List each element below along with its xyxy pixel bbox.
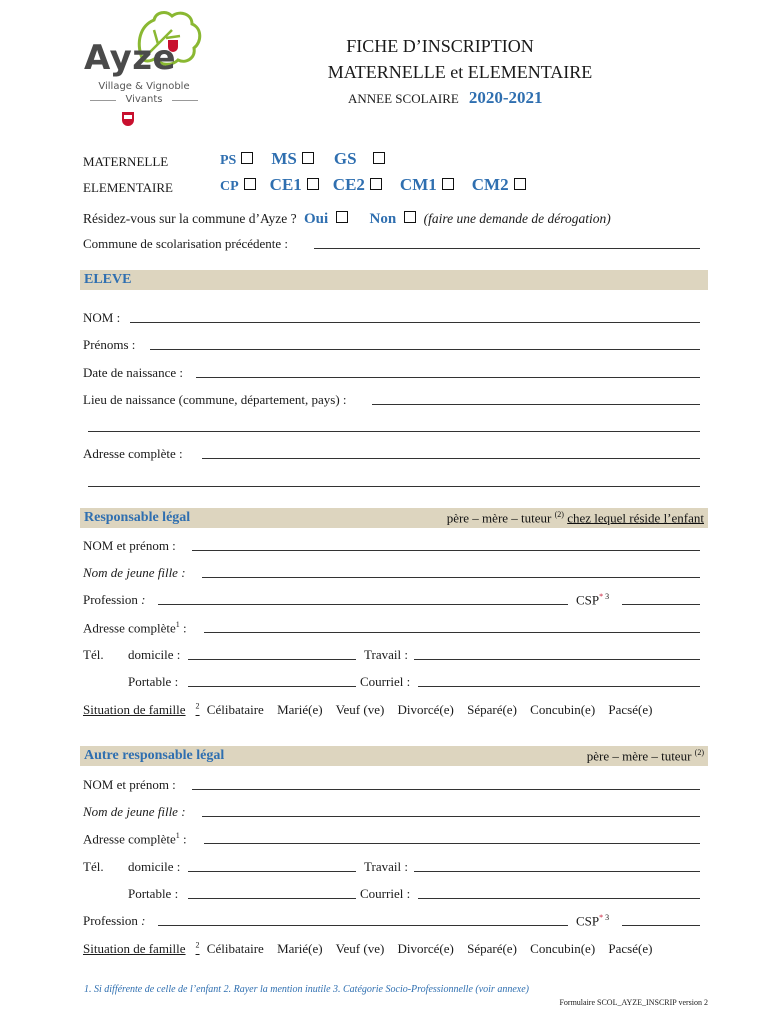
checkbox-ps[interactable] — [241, 152, 253, 164]
elementaire-options — [220, 175, 526, 195]
resp1-courriel-field[interactable] — [418, 686, 700, 687]
option-cm2: CM2 — [471, 175, 509, 194]
resp1-csp-label — [576, 592, 609, 608]
resp1-status-veuf[interactable]: Veuf (ve) — [335, 702, 385, 718]
eleve-nom-label: NOM : — [83, 310, 121, 325]
checkbox-oui[interactable] — [336, 211, 348, 223]
tagline-divider-left — [90, 100, 116, 101]
resp1-csp-star: * — [599, 592, 604, 601]
eleve-prenoms-label: Prénoms : — [83, 337, 136, 352]
resp2-status-celibataire[interactable]: Célibataire — [206, 941, 264, 957]
resp1-adresse-label: Adresse complète — [83, 620, 176, 636]
resp2-title: Autre responsable légal — [84, 748, 225, 763]
resp2-portable-field[interactable] — [188, 898, 356, 899]
resp1-status-divorce[interactable]: Divorcé(e) — [397, 702, 454, 718]
resp1-lives-with: chez lequel réside l’enfant — [567, 510, 704, 526]
resp1-domicile-field[interactable] — [188, 659, 356, 660]
residence-question-row — [83, 211, 611, 228]
footnotes: 1. Si différente de celle de l’enfant 2. Rayer la mention inutile 3. Catégorie Socio-Professionnelle (voir annexe) — [84, 984, 529, 995]
resp1-csp-field[interactable] — [622, 604, 700, 605]
resp1-csp-text: CSP — [576, 592, 600, 608]
resp1-title: Responsable légal — [84, 510, 191, 525]
resp2-situation-label: Situation de famille — [83, 941, 186, 957]
eleve-date-field[interactable] — [196, 377, 700, 378]
eleve-lieu-label: Lieu de naissance (commune, département, pays) : — [83, 392, 347, 407]
resp1-adresse-row: Adresse complète$^1$ : — [83, 620, 187, 636]
resp1-situation-row — [83, 702, 662, 718]
resp2-profession-row — [83, 913, 145, 929]
logo — [84, 8, 204, 128]
resp1-section-header — [80, 508, 708, 528]
resp2-adresse-row: Adresse complète$^1$ : — [83, 831, 187, 847]
checkbox-gs[interactable] — [373, 152, 385, 164]
resp2-relation — [587, 748, 704, 764]
resp2-csp-field[interactable] — [622, 925, 700, 926]
resp1-situation-label: Situation de famille — [83, 702, 186, 718]
resp2-profession-label: Profession — [83, 913, 138, 928]
resp1-status-marie[interactable]: Marié(e) — [277, 702, 323, 718]
resp2-courriel-field[interactable] — [418, 898, 700, 899]
eleve-adresse-field[interactable] — [202, 458, 700, 459]
eleve-section-header — [80, 270, 708, 290]
eleve-adresse-field-2[interactable] — [88, 486, 700, 487]
resp1-csp-sup: 3 — [605, 592, 610, 601]
resp2-profession-field[interactable] — [158, 925, 568, 926]
option-ce2: CE2 — [332, 175, 365, 194]
resp1-status-pacse[interactable]: Pacsé(e) — [608, 702, 653, 718]
logo-name: Ayze — [84, 38, 177, 78]
resp1-travail-label: Travail : — [364, 647, 408, 662]
resp2-nom-label: NOM et prénom : — [83, 777, 176, 792]
resp1-status-separe[interactable]: Séparé(e) — [467, 702, 517, 718]
option-ps: PS — [220, 153, 237, 168]
resp2-adresse-label: Adresse complète — [83, 831, 176, 847]
resp2-domicile-label: domicile : — [128, 859, 181, 874]
resp2-travail-label: Travail : — [364, 859, 408, 874]
resp2-nom-field[interactable] — [192, 789, 700, 790]
form-title-1: FICHE D’INSCRIPTION — [346, 36, 534, 56]
resp2-profession-colon: : — [141, 913, 146, 928]
school-year-value: 2020-2021 — [468, 88, 543, 107]
checkbox-ms[interactable] — [302, 152, 314, 164]
resp2-csp-sup: 3 — [605, 913, 610, 922]
checkbox-cp[interactable] — [244, 178, 256, 190]
resp1-status-celibataire[interactable]: Célibataire — [206, 702, 264, 718]
small-crest-icon — [122, 112, 134, 126]
option-cp: CP — [220, 179, 239, 194]
resp2-travail-field[interactable] — [414, 871, 700, 872]
derogation-note: (faire une demande de dérogation) — [423, 211, 611, 226]
resp2-domicile-field[interactable] — [188, 871, 356, 872]
answer-non: Non — [369, 211, 397, 227]
logo-tagline-1: Village & Vignoble — [98, 81, 190, 92]
resp1-courriel-label: Courriel : — [360, 674, 411, 689]
maternelle-label: MATERNELLE — [83, 154, 169, 169]
school-year — [348, 88, 543, 108]
resp1-situation-sup: 2 — [195, 702, 200, 711]
resp1-tel-label: Tél. — [83, 647, 104, 662]
resp2-status-divorce[interactable]: Divorcé(e) — [397, 941, 454, 957]
resp2-situation-sup: 2 — [195, 941, 200, 950]
residence-question: Résidez-vous sur la commune d’Ayze ? — [83, 211, 297, 226]
resp2-csp-star: * — [599, 913, 604, 922]
form-version: Formulaire SCOL_AYZE_INSCRIP version 2 — [559, 998, 708, 1007]
resp1-jeune-field[interactable] — [202, 577, 700, 578]
resp1-profession-field[interactable] — [158, 604, 568, 605]
form-title-2: MATERNELLE et ELEMENTAIRE — [327, 62, 593, 82]
resp1-relation-text: père – mère – tuteur — [446, 510, 552, 526]
resp1-profession-colon: : — [141, 592, 146, 607]
resp2-csp-label — [576, 913, 609, 929]
resp1-status-concubin[interactable]: Concubin(e) — [530, 702, 596, 718]
eleve-prenoms-field[interactable] — [150, 349, 700, 350]
resp1-nom-field[interactable] — [192, 550, 700, 551]
resp1-portable-field[interactable] — [188, 686, 356, 687]
resp2-courriel-label: Courriel : — [360, 886, 411, 901]
previous-commune-label: Commune de scolarisation précédente : — [83, 236, 289, 251]
resp1-jeune-label: Nom de jeune fille : — [83, 565, 186, 580]
resp2-adresse-sup: 1 — [175, 831, 180, 840]
resp2-csp-text: CSP — [576, 913, 600, 929]
eleve-nom-field[interactable] — [130, 322, 700, 323]
eleve-title: ELEVE — [84, 272, 132, 287]
previous-commune-field[interactable] — [314, 248, 700, 249]
resp2-status-concubin[interactable]: Concubin(e) — [530, 941, 596, 957]
resp1-profession-label: Profession — [83, 592, 138, 607]
resp2-status-marie[interactable]: Marié(e) — [277, 941, 323, 957]
maternelle-options — [220, 149, 385, 169]
eleve-lieu-field-2[interactable] — [88, 431, 700, 432]
checkbox-ce1[interactable] — [307, 178, 319, 190]
option-ce1: CE1 — [269, 175, 302, 194]
resp1-portable-label: Portable : — [128, 674, 179, 689]
checkbox-non[interactable] — [404, 211, 416, 223]
resp2-status-pacse[interactable]: Pacsé(e) — [608, 941, 653, 957]
eleve-date-label: Date de naissance : — [83, 365, 183, 380]
resp2-status-veuf[interactable]: Veuf (ve) — [335, 941, 385, 957]
resp2-status-separe[interactable]: Séparé(e) — [467, 941, 517, 957]
option-ms: MS — [271, 149, 297, 168]
resp1-profession-row — [83, 592, 145, 608]
option-cm1: CM1 — [399, 175, 437, 194]
resp2-situation-row — [83, 941, 662, 957]
resp1-travail-field[interactable] — [414, 659, 700, 660]
option-gs: GS — [333, 149, 357, 168]
resp1-relation-sup: (2) — [554, 510, 564, 519]
resp2-jeune-label: Nom de jeune fille : — [83, 804, 186, 819]
resp2-relation-text: père – mère – tuteur — [586, 748, 692, 764]
resp2-jeune-field[interactable] — [202, 816, 700, 817]
resp2-relation-sup: (2) — [694, 748, 704, 757]
school-year-label: ANNEE SCOLAIRE — [348, 91, 459, 106]
checkbox-ce2[interactable] — [370, 178, 382, 190]
eleve-lieu-field[interactable] — [372, 404, 700, 405]
resp2-portable-label: Portable : — [128, 886, 179, 901]
answer-oui: Oui — [303, 211, 329, 227]
checkbox-cm1[interactable] — [442, 178, 454, 190]
elementaire-label: ELEMENTAIRE — [83, 180, 173, 195]
checkbox-cm2[interactable] — [514, 178, 526, 190]
resp1-adresse-sup: 1 — [175, 620, 180, 629]
resp2-tel-label: Tél. — [83, 859, 104, 874]
tagline-divider-right — [172, 100, 198, 101]
eleve-adresse-label: Adresse complète : — [83, 446, 183, 461]
resp1-adresse-field[interactable] — [204, 632, 700, 633]
resp1-nom-label: NOM et prénom : — [83, 538, 176, 553]
logo-tagline-2: Vivants — [125, 94, 163, 105]
resp1-domicile-label: domicile : — [128, 647, 181, 662]
resp2-section-header — [80, 746, 708, 766]
resp2-adresse-field[interactable] — [204, 843, 700, 844]
resp1-relation — [447, 510, 704, 526]
